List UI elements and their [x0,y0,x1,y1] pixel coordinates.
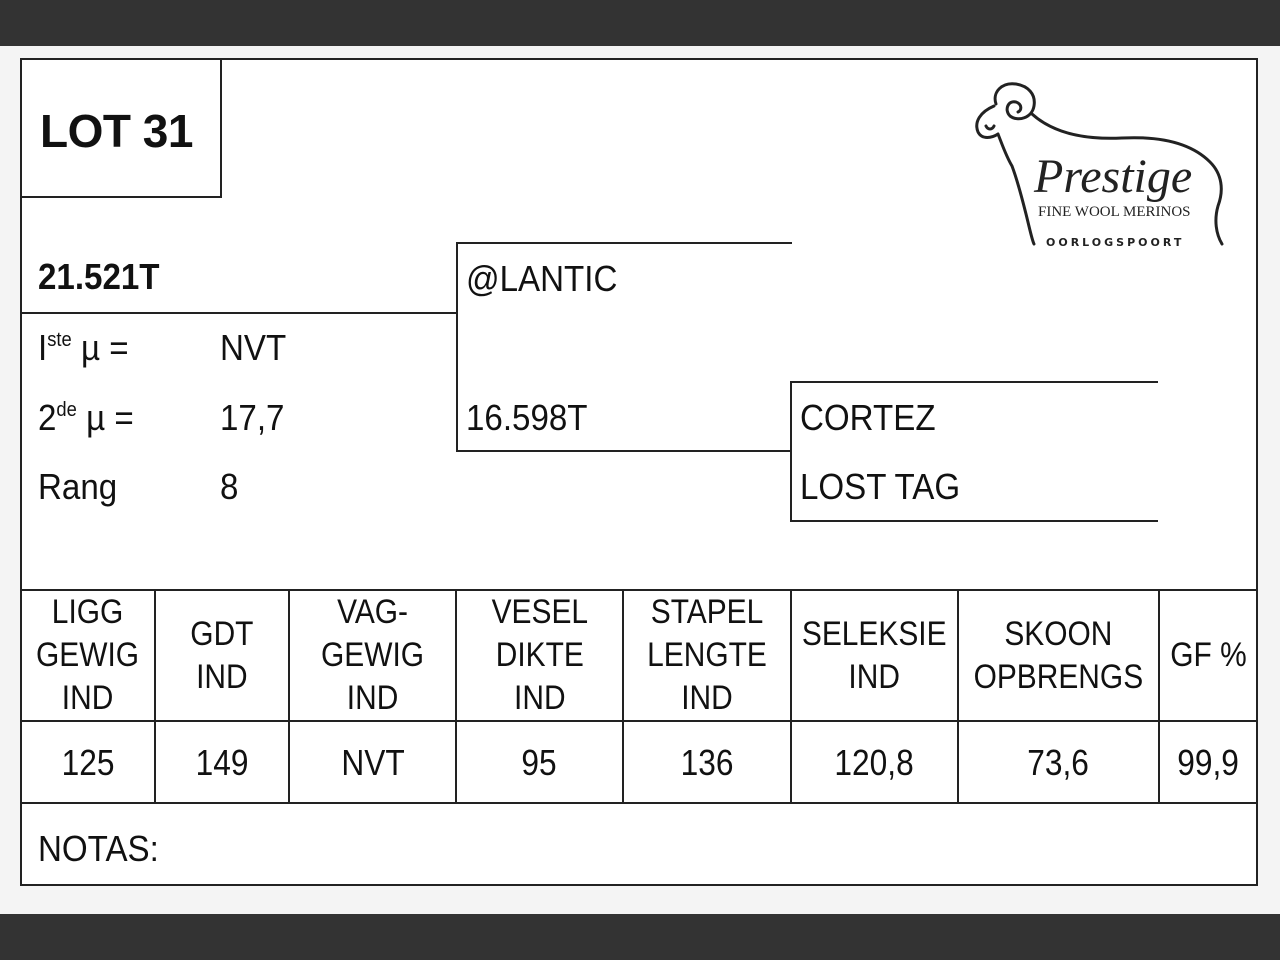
index-table [22,589,1256,804]
rank-label: Rang [38,466,118,507]
value-ligg-gewig-ind: 125 [22,721,155,803]
lot-number-box [22,60,222,198]
father-bracket-line [456,242,458,452]
svg-text:OORLOGSPOORT: OORLOGSPOORT [1046,236,1185,249]
prestige-ram-logo-icon [972,74,1234,249]
sire-underline [22,312,456,314]
bottom-letterbox-bar [0,914,1280,960]
father-top-line [456,242,792,244]
value-vesel-dikte-ind: 95 [456,721,623,803]
header-gf-percent: GF % [1159,590,1256,721]
index-header-row [22,590,1256,721]
value-seleksie-ind: 120,8 [791,721,958,803]
value-stapel-lengte-ind: 136 [623,721,791,803]
index-value-row [22,721,1256,803]
svg-text:Prestige: Prestige [1034,150,1193,203]
rank-value: 8 [220,466,239,507]
grandsire-top-line [790,381,1158,383]
granddam-bottom-line [790,520,1158,522]
top-letterbox-bar [0,0,1280,46]
sire-id: 21.521T [38,256,160,297]
header-vag-gewig-ind: VAG- GEWIG IND [289,590,456,721]
header-gdt-ind: GDT IND [155,590,289,721]
notes-label: NOTAS: [38,828,159,869]
header-ligg-gewig-ind: LIGG GEWIG IND [22,590,155,721]
value-gf-percent: 99,9 [1159,721,1256,803]
value-vag-gewig-ind: NVT [289,721,456,803]
grand-dam-name: LOST TAG [800,466,961,507]
father-name: @LANTIC [466,258,618,299]
header-stapel-lengte-ind: STAPEL LENGTE IND [623,590,791,721]
lot-card [20,58,1258,886]
header-skoon-opbrengs: SKOON OPBRENGS [958,590,1159,721]
header-seleksie-ind: SELEKSIE IND [791,590,958,721]
header-vesel-dikte-ind: VESEL DIKTE IND [456,590,623,721]
first-micron-value: NVT [220,327,287,368]
first-micron-label: Iste µ = [38,327,129,368]
mother-bottom-line [456,450,792,452]
grand-sire-name: CORTEZ [800,397,936,438]
second-micron-label: 2de µ = [38,397,134,438]
value-skoon-opbrengs: 73,6 [958,721,1159,803]
lot-title: LOT 31 [40,105,193,157]
svg-text:FINE WOOL MERINOS: FINE WOOL MERINOS [1038,204,1191,220]
second-micron-value: 17,7 [220,397,285,438]
mother-id: 16.598T [466,397,588,438]
value-gdt-ind: 149 [155,721,289,803]
grandparent-bracket-line [790,381,792,522]
